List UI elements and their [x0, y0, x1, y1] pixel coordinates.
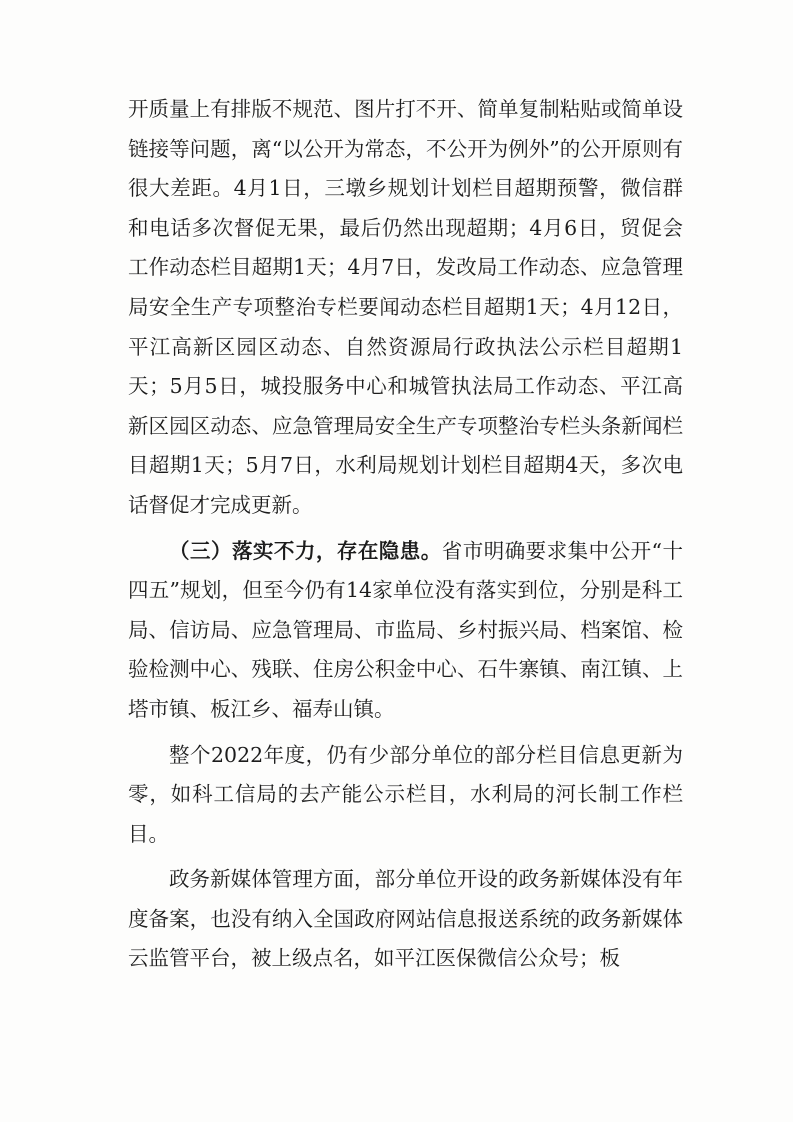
paragraph-new-media: [128, 860, 683, 979]
paragraph-disclosure-quality: [128, 90, 683, 526]
document-body: [128, 90, 683, 979]
paragraph-text: 整个2022年度，仍有少部分单位的部分栏目信息更新为零，如科工信局的去产能公示栏目，水利局的河长制工作栏目。: [128, 742, 683, 846]
paragraph-text: 开质量上有排版不规范、图片打不开、简单复制粘贴或简单设链接等问题，离“以公开为常态，不公开为例外”的公开原则有很大差距。4月1日，三墩乡规划计划栏目超期预警，微信群和电话多次督促无果，最后仍然出现超期；4月6日，贸促会工作动态栏目超期1天；4月7日，发改局工作动态、应急管理局安全生产专项整治专栏要闻动态栏目超期1天；4月12日，平江高新区园区动态、自然资源局行政执法公示栏目超期1天；5月5日，城投服务中心和城管执法局工作动态、平江高新区园区动态、应急管理局安全生产专项整治专栏头条新闻栏目超期1天；5月7日，水利局规划计划栏目超期4天，多次电话督促才完成更新。: [128, 97, 683, 517]
paragraph-implementation: [128, 532, 683, 730]
paragraph-2022-update: [128, 736, 683, 855]
section-heading: （三）落实不力，存在隐患。: [169, 538, 442, 563]
paragraph-text: 政务新媒体管理方面，部分单位开设的政务新媒体没有年度备案，也没有纳入全国政府网站信息报送系统的政务新媒体云监管平台，被上级点名，如平江医保微信公众号；板: [128, 867, 683, 971]
paragraph-text: 省市明确要求集中公开“十四五”规划，但至今仍有14家单位没有落实到位，分别是科工局、信访局、应急管理局、市监局、乡村振兴局、档案馆、检验检测中心、残联、住房公积金中心、石牛寨镇、南江镇、上塔市镇、板江乡、福寿山镇。: [128, 538, 684, 721]
